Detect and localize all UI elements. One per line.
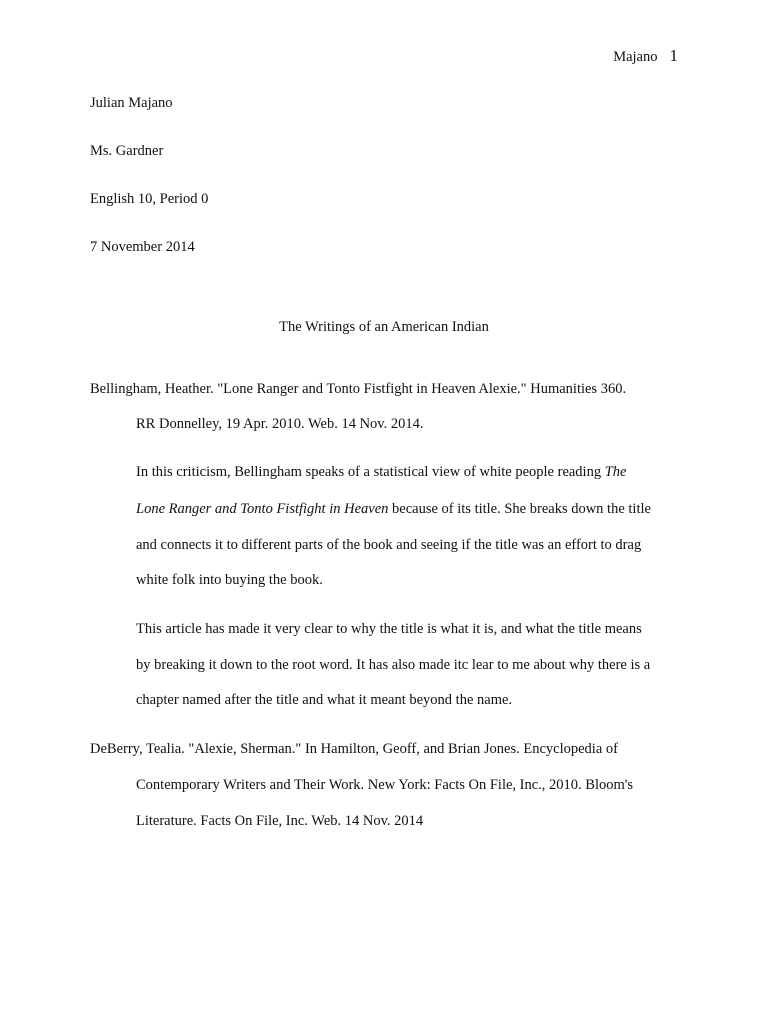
teacher-name: Ms. Gardner — [90, 143, 164, 159]
reflection-line-1: This article has made it very clear to why the title is what it is, and what the title means — [136, 621, 642, 637]
summary-line-2-text: because of its title. She breaks down the title — [388, 501, 651, 517]
header-surname: Majano — [613, 49, 658, 65]
summary-line-2 — [136, 499, 651, 519]
page-number: 1 — [669, 46, 678, 65]
citation-1-line-2: RR Donnelley, 19 Apr. 2010. Web. 14 Nov. 2014. — [136, 416, 424, 432]
citation-2-line-1: DeBerry, Tealia. "Alexie, Sherman." In Hamilton, Geoff, and Brian Jones. Encyclopedia of — [90, 741, 618, 757]
reflection-line-3: chapter named after the title and what it meant beyond the name. — [136, 692, 513, 708]
running-header — [613, 45, 678, 68]
citation-1-line-1: Bellingham, Heather. "Lone Ranger and Tonto Fistfight in Heaven Alexie." Humanities 360. — [90, 381, 627, 397]
course-info: English 10, Period 0 — [90, 191, 209, 207]
student-name: Julian Majano — [90, 95, 173, 111]
citation-2-line-2: Contemporary Writers and Their Work. New York: Facts On File, Inc., 2010. Bloom's — [136, 777, 634, 793]
citation-2-line-3: Literature. Facts On File, Inc. Web. 14 Nov. 2014 — [136, 813, 424, 829]
summary-line-2-italic: Lone Ranger and Tonto Fistfight in Heaven — [136, 501, 389, 517]
reflection-line-2: by breaking it down to the root word. It has also made itc lear to me about why there is a — [136, 657, 651, 673]
document-date: 7 November 2014 — [90, 239, 195, 255]
summary-line-3: and connects it to different parts of the book and seeing if the title was an effort to drag — [136, 537, 642, 553]
summary-line-1-text: In this criticism, Bellingham speaks of a statistical view of white people reading — [136, 464, 605, 480]
summary-line-4: white folk into buying the book. — [136, 572, 323, 588]
summary-line-1-italic: The — [604, 464, 627, 480]
document-title: The Writings of an American Indian — [279, 319, 489, 335]
summary-line-1 — [136, 462, 626, 482]
